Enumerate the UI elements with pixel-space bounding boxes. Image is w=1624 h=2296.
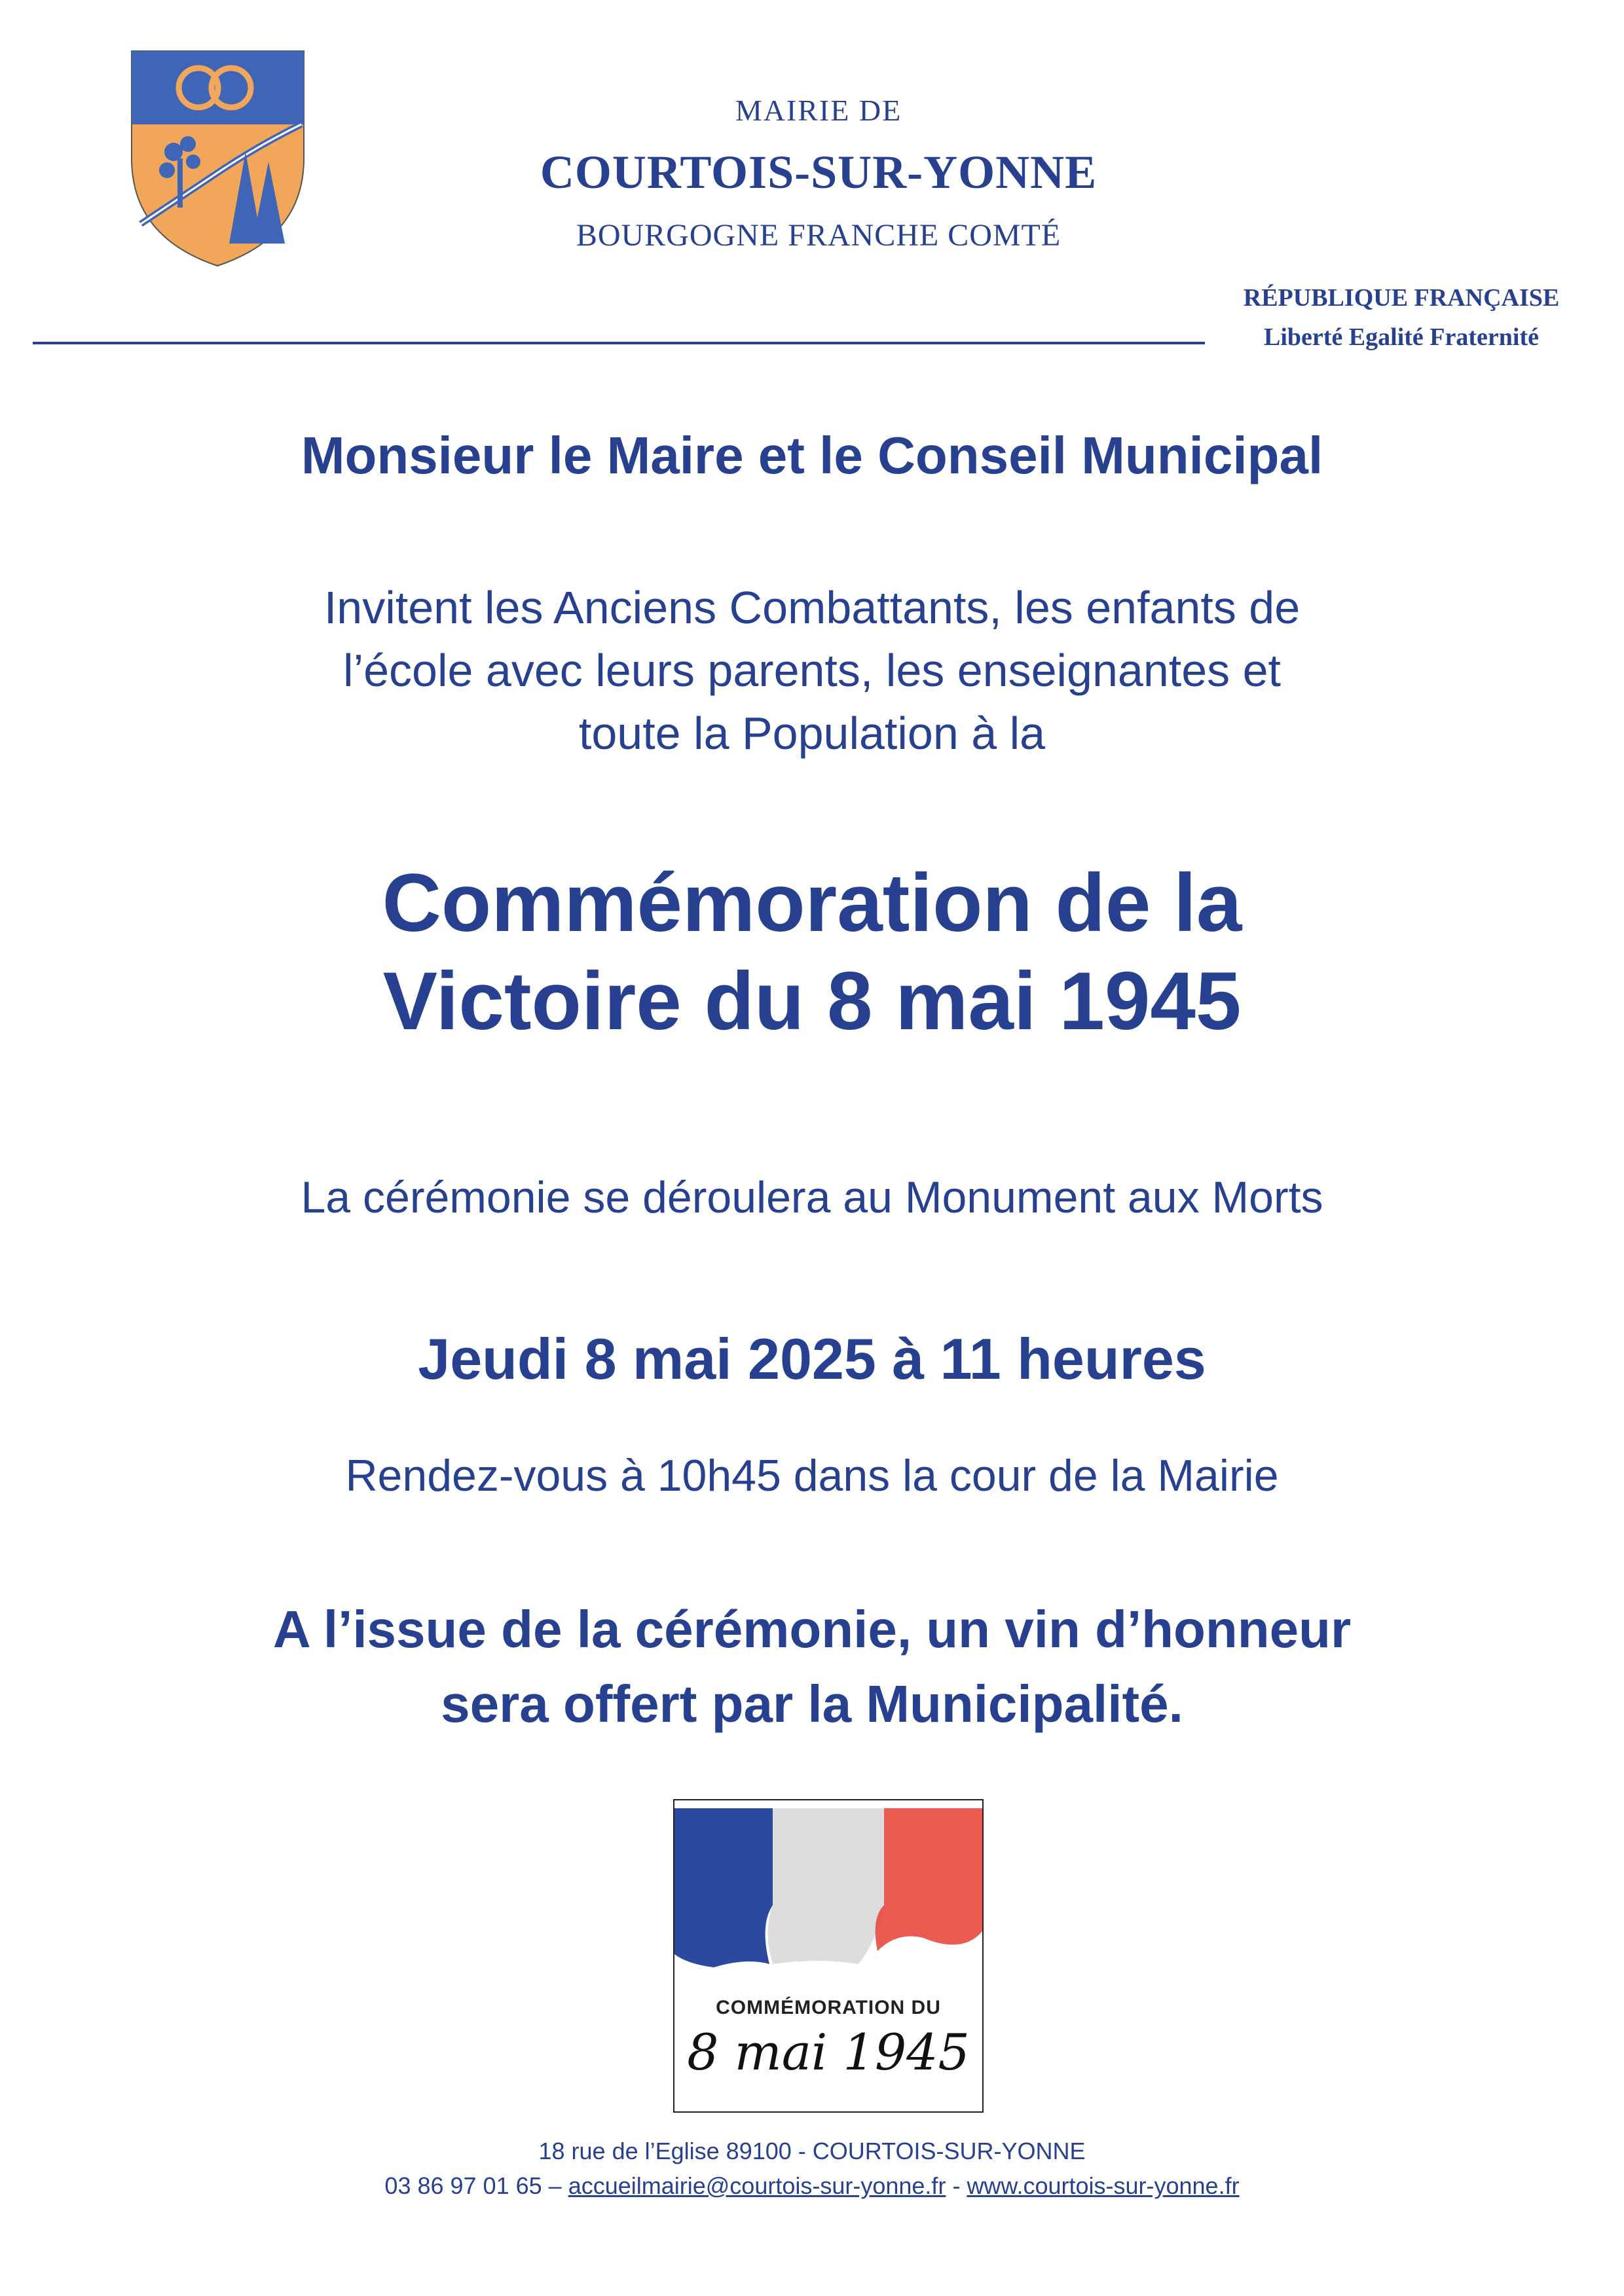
- mairie-label: MAIRIE DE: [735, 94, 902, 127]
- coat-of-arms-logo: [128, 47, 308, 270]
- republique-label: RÉPUBLIQUE FRANÇAISE: [1243, 284, 1560, 312]
- footer-contact: [0, 2172, 1624, 2200]
- venue-text: La cérémonie se déroulera au Monument aux Morts: [301, 1173, 1323, 1222]
- invitation-line: Invitent les Anciens Combattants, les enfants de: [323, 582, 1301, 633]
- invitation-line: toute la Population à la: [578, 708, 1046, 759]
- card-date: 8 mai 1945: [687, 2023, 970, 2081]
- footer-separator: -: [946, 2172, 967, 2199]
- footer-website-link[interactable]: www.courtois-sur-yonne.fr: [967, 2172, 1240, 2199]
- region-name: BOURGOGNE FRANCHE COMTÉ: [576, 218, 1061, 253]
- event-title: [0, 854, 1624, 1051]
- event-title-line: Victoire du 8 mai 1945: [382, 956, 1242, 1047]
- commune-name: COURTOIS-SUR-YONNE: [540, 146, 1098, 198]
- footer-phone: 03 86 97 01 65: [384, 2172, 542, 2199]
- invitation-line: l’école avec leurs parents, les enseignantes et: [343, 645, 1281, 696]
- invitation-text: [0, 576, 1624, 765]
- footer-address: 18 rue de l’Eglise 89100 - COURTOIS-SUR-YONNE: [538, 2138, 1086, 2164]
- invitation-title: Monsieur le Maire et le Conseil Municipal: [301, 426, 1323, 484]
- devise-label: Liberté Egalité Fraternité: [1264, 323, 1539, 351]
- event-title-line: Commémoration de la: [382, 858, 1242, 949]
- footer-email-link[interactable]: accueilmairie@courtois-sur-yonne.fr: [568, 2172, 946, 2199]
- header-divider: [33, 342, 1205, 344]
- footer-separator: –: [542, 2172, 568, 2199]
- rendezvous-text: Rendez-vous à 10h45 dans la cour de la Mairie: [345, 1451, 1279, 1501]
- card-label: COMMÉMORATION DU: [716, 1997, 941, 2018]
- event-datetime: Jeudi 8 mai 2025 à 11 heures: [418, 1326, 1206, 1391]
- reception-text: [0, 1592, 1624, 1741]
- reception-line: A l’issue de la cérémonie, un vin d’honneur: [272, 1600, 1352, 1658]
- reception-line: sera offert par la Municipalité.: [441, 1675, 1183, 1733]
- commemoration-image: [673, 1799, 984, 2113]
